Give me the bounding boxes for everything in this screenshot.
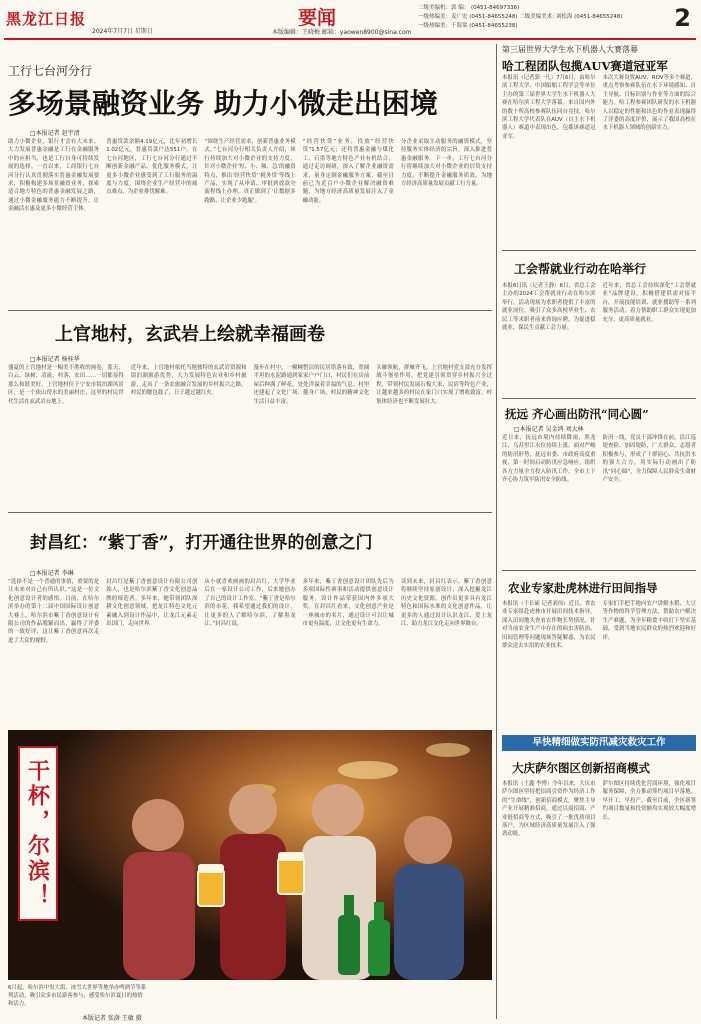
photo-credit: 本版记者 张澍 王敏 摄 <box>82 1015 142 1022</box>
side1-column: 本报讯（记者郭一凡）7月6日，由哈尔滨工程大学、中国船舶工程学会等单位主办的第三届世界大学生水下机器人大赛在哈尔滨工程大学落幕。来自国内外的数十所高校参赛队伍同台竞技，哈尔滨工程大学代表队在AUV（自主水下机器人）赛道中表现出色，包揽该赛道冠亚军。 <box>502 75 596 140</box>
story2-body <box>8 364 492 504</box>
photo-illustration <box>8 730 492 980</box>
side4-column: 本报讯（于长硕 记者刘伟）近日，省农业专家组赴虎林市开展田间技术指导，深入田间地头查看农作物长势情况，针对当前农业生产中存在的病虫害防治、田间管理等问题现场答疑解惑，为农民群众送去实用的农业技术。 <box>502 601 596 650</box>
story3-body <box>8 578 492 728</box>
side3-column: 近日来，抚远市境内持续降雨，黑龙江、乌苏里江水位持续上涨。面对严峻的防汛形势，抚远市委、市政府高度重视，第一时间启动防汛应急响应，组织各方力量全力投入防汛工作，全市上下齐心协力筑牢防汛安全防线。 <box>502 435 596 484</box>
side6-column: 本报讯（王鑫 李博）今年以来，大庆市萨尔图区坚持把招商引资作为经济工作的“生命线”，创新招商模式，聚焦主导产业开展精准招商，通过以商招商、产业链招商等方式，吸引了一批优质项目落户，为区域经济高质量发展注入了强劲动能。 <box>502 781 596 838</box>
lead-byline: □本报记者 赵宇清 <box>30 130 80 137</box>
side2-headline: 工会帮就业行动在哈举行 <box>514 262 647 276</box>
story2-headline: 上官地村，玄武岩上绘就幸福画卷 <box>55 324 325 345</box>
masthead <box>0 0 701 40</box>
column-divider <box>496 44 497 1019</box>
photo-vertical-title: 干杯，尔滨！ <box>24 758 51 909</box>
side1-body <box>502 74 696 244</box>
lead-column: 分企业采取主动服务的融资模式，坚持服务实体经济的宗旨，深入推进普惠金融服务。下一步，工行七台河分行将继续加大对小微企业的信贷支持力度，不断提升金融服务质效，为地方经济高质量发展贡献工行力量。 <box>400 139 493 188</box>
side1-kicker: 第三届世界大学生水下机器人大赛落幕 <box>502 45 638 54</box>
side5-bar-title: 早快精细做实防汛减灾救灾工作 <box>502 735 696 751</box>
story3-column: 封昌红是紫丁香创意设计有限公司创始人，也是哈尔滨紫丁香文化创意品牌的缔造者。多年来，她带领团队深耕文化创意领域，把龙江特色文化元素融入到设计作品中，让龙江元素走出国门，走向世界。 <box>106 579 198 628</box>
beer-festival-photo <box>8 730 492 980</box>
side4-body <box>502 600 696 728</box>
story3-column: 谈到未来，封昌红表示，紫丁香创意将继续坚持原创设计，深入挖掘龙江历史文化资源，创作出更多具有龙江特色和国际水准的文化创意作品，让更多的人通过设计认识龙江、爱上龙江，助力龙江文化走向世界舞台。 <box>400 579 493 628</box>
divider <box>8 512 492 513</box>
side2-body <box>502 282 696 394</box>
editor-line: 本版编辑：王晓梅 邮箱：yaowen8900@sina.com <box>272 29 412 36</box>
side2-column: 近年来，省总工会持续深化“工会帮就业”品牌建设，积极搭建供需对接平台，开展技能培训、就业援助等一系列服务活动，着力帮助职工群众实现更加充分、更高质量就业。 <box>602 283 696 323</box>
divider <box>502 250 696 251</box>
ad-line: 二级美编机：郭 编： (0451-84697336) <box>418 5 520 11</box>
story3-column: “选择不是一个普通的事情，重要的是让未来对自己有所认识。”这是一位文化创意设计者的感悟。日前，在哈尔滨举办的第十二届中国国际设计创意大赛上，哈尔滨市紫丁香创意设计有限公司的作品脱颖而出，赢得了评委的一致好评，这让紫丁香创意再次走进了大众的视野。 <box>8 579 100 644</box>
lead-column: “经营快贷”业务，投放“经营快贷”1.57亿元；还将普惠金融与煤化工、石墨等地方特色产业有机结合，通过走访调研，深入了解企业融资需求，量身定制金融服务方案，截至目前已为近百户小微企业解决融资难题，为地方经济高质量发展注入了金融动能。 <box>302 139 394 204</box>
side1-column: 本次大赛设置AUV、ROV等多个赛道，重点考察参赛队伍在水下环境感知、自主导航、目标识别与作业等方面的综合能力。哈工程参赛团队研发的水下机器人以稳定的性能和出色的作业表现赢得了评委的高度评价，展示了我国高校在水下机器人领域的创新实力。 <box>602 75 696 132</box>
story3-column: 多年来，紫丁香创意设计团队先后为多项国际性赛事和活动提供创意设计服务，设计作品荣获国内外多项大奖。在封昌红看来，文化创意产业是一座城市的名片，通过设计可以让城市更有温度，让文化更有生命力。 <box>302 579 394 628</box>
vertical-title-box <box>18 746 58 921</box>
side2-column: 本报6日讯（记者王静）6日，省总工会主办的2024工会帮就业行动在哈尔滨举行，活动现场为求职者提供了丰富的就业岗位，吸引了众多高校毕业生、农民工等求职者前来咨询应聘，为促进稳就业、保民生贡献工会力量。 <box>502 283 596 332</box>
side3-byline: □本报记者 吴金鸿 刘大林 <box>514 426 584 433</box>
side3-headline: 抚远 齐心画出防汛“同心圆” <box>505 407 649 421</box>
lead-column: 普惠贷款余额4.19亿元，比年初增长1.02亿元，普惠贷款户达551户。在七台河地区，工行七台河分行通过不断创新金融产品、优化服务模式，让更多小微企业感受到了工行服务的温度与力度。围绕企业生产经营中的痛点难点，为企业排忧解难。 <box>106 139 198 196</box>
side4-column: 专家们手把手地向农户讲解水稻、大豆等作物的科学管理方法，帮助农户解决生产难题，为全年粮食丰收打下坚实基础，受到当地农民群众的热烈欢迎和好评。 <box>602 601 696 641</box>
side6-headline: 大庆萨尔图区创新招商模式 <box>512 761 650 775</box>
story2-column: 漫步在村中，一幢幢整洁的民居错落有致，宽阔平坦的水泥路通到家家户户门口，村民们在房前屋后种满了鲜花，处处洋溢着幸福的气息。村里还建起了文化广场、健身广场，村民的精神文化生活日益丰富。 <box>253 365 370 405</box>
story3-column: 从小就喜欢画画的封昌红，大学毕业后在一家设计公司工作，后来她创办了自己的设计工作室。“紫丁香是哈尔滨的市花，我希望通过我们的设计，让更多的人了解哈尔滨，了解黑龙江。”封昌红说。 <box>204 579 296 628</box>
lead-headline: 多场景融资业务 助力小微走出困境 <box>8 87 438 120</box>
page-number: 2 <box>674 4 691 32</box>
divider <box>502 570 696 571</box>
side4-headline: 农业专家赴虎林进行田间指导 <box>508 581 658 595</box>
story3-headline: 封昌红：“紫丁香”，打开通往世界的创意之门 <box>30 533 373 553</box>
divider <box>502 398 696 399</box>
issue-date: 2024年7月7日 星期日 <box>92 28 153 35</box>
section-title: 要闻 <box>298 7 337 29</box>
side3-body <box>502 434 696 564</box>
story2-byline: □本报记者 杨桂华 <box>30 356 80 363</box>
newspaper-logo: 黑龙江日报 <box>6 10 87 28</box>
ad-line: 一级热编美：麦广宏 (0451-84655248) 二级美编美术: 刘松海 (0451-84655248) <box>418 14 623 20</box>
story2-column: 盛夏的上官地村是一幅美不胜收的画卷，蓝天、白云、绿树、清流、村落、农田……一切都显得那么和谐美好。上官地村位于宁安市镜泊湖风景区，是一个依山傍水的美丽村庄，这里的村民世代生活在玄武岩台地上。 <box>8 365 124 405</box>
lead-kicker: 工行七台河分行 <box>8 64 93 78</box>
story2-column: 头雁领航，群雁齐飞。上官地村党支部充分发挥战斗堡垒作用，把党建引领贯穿乡村振兴全过程，带领村民发展石板大米、民宿等特色产业，让越来越多的村民在家门口实现了增收致富，村集体经济也不断发展壮大。 <box>376 365 492 405</box>
side6-body <box>502 780 696 1018</box>
lead-body <box>8 138 492 304</box>
side3-column: 防汛一线，党员干部冲锋在前，沿江巡堤查险、加固堤防，广大群众、志愿者积极参与，形成了干群同心、共抗洪水的强大合力，用实际行动画出了防汛“同心圆”，全力保障人民群众生命财产安全。 <box>602 435 696 484</box>
divider <box>8 310 492 311</box>
lead-column: 助力小微企业，银行才会有大未来。大力发展普惠金融是工行在金融服务中的应担当，也是工行自身可持续发展的选择。一直以来，工商银行七台河分行认真贯彻落实普惠金融发展要求，积极构建多场景融资业务，探索适合地方特色的普惠金融发展之路，通过小微金融服务能力不断提升，让金融活水惠及更多小微经营主体。 <box>8 139 100 213</box>
side1-headline: 哈工程团队包揽AUV赛道冠亚军 <box>502 59 668 73</box>
story3-byline: □本报记者 李琳 <box>30 570 74 577</box>
masthead-rule <box>4 38 696 40</box>
photo-caption: 6月起，哈尔滨中央大街、冰雪大世界等地举办啤酒节等系列活动，吸引众多市民游客参与，感受哈尔滨夏日的热情和活力。 <box>8 985 147 1007</box>
lead-column: “围绕生产经营需求，创新普惠业务模式。”七台河分行相关负责人介绍，该行持续加大对小微企业的支持力度，针对小微企业‘短、小、频、急’的融资特点，推出‘经营快贷’‘税务贷’等线上产品，实现了从申请、审批到放款全流程线上办理，真正做到了‘让数据多跑路、让企业少跑腿’。 <box>204 139 296 204</box>
masthead-ads <box>418 4 668 31</box>
side6-column: 萨尔图区持续优化营商环境，强化项目服务保障，全力推动签约项目早落地、早开工、早投产，截至目前，全区新签约项目数量和投资额均实现较大幅度增长。 <box>602 781 696 821</box>
story2-column: 近年来，上官地村依托当地独特的玄武岩资源和镜泊湖旅游优势，大力发展特色农业和乡村旅游，走出了一条农旅融合发展的乡村振兴之路，村民的腰包鼓了，日子越过越红火。 <box>130 365 247 397</box>
ad-line: 一级热编美：于海棠 (0451-84655238) <box>418 23 518 29</box>
